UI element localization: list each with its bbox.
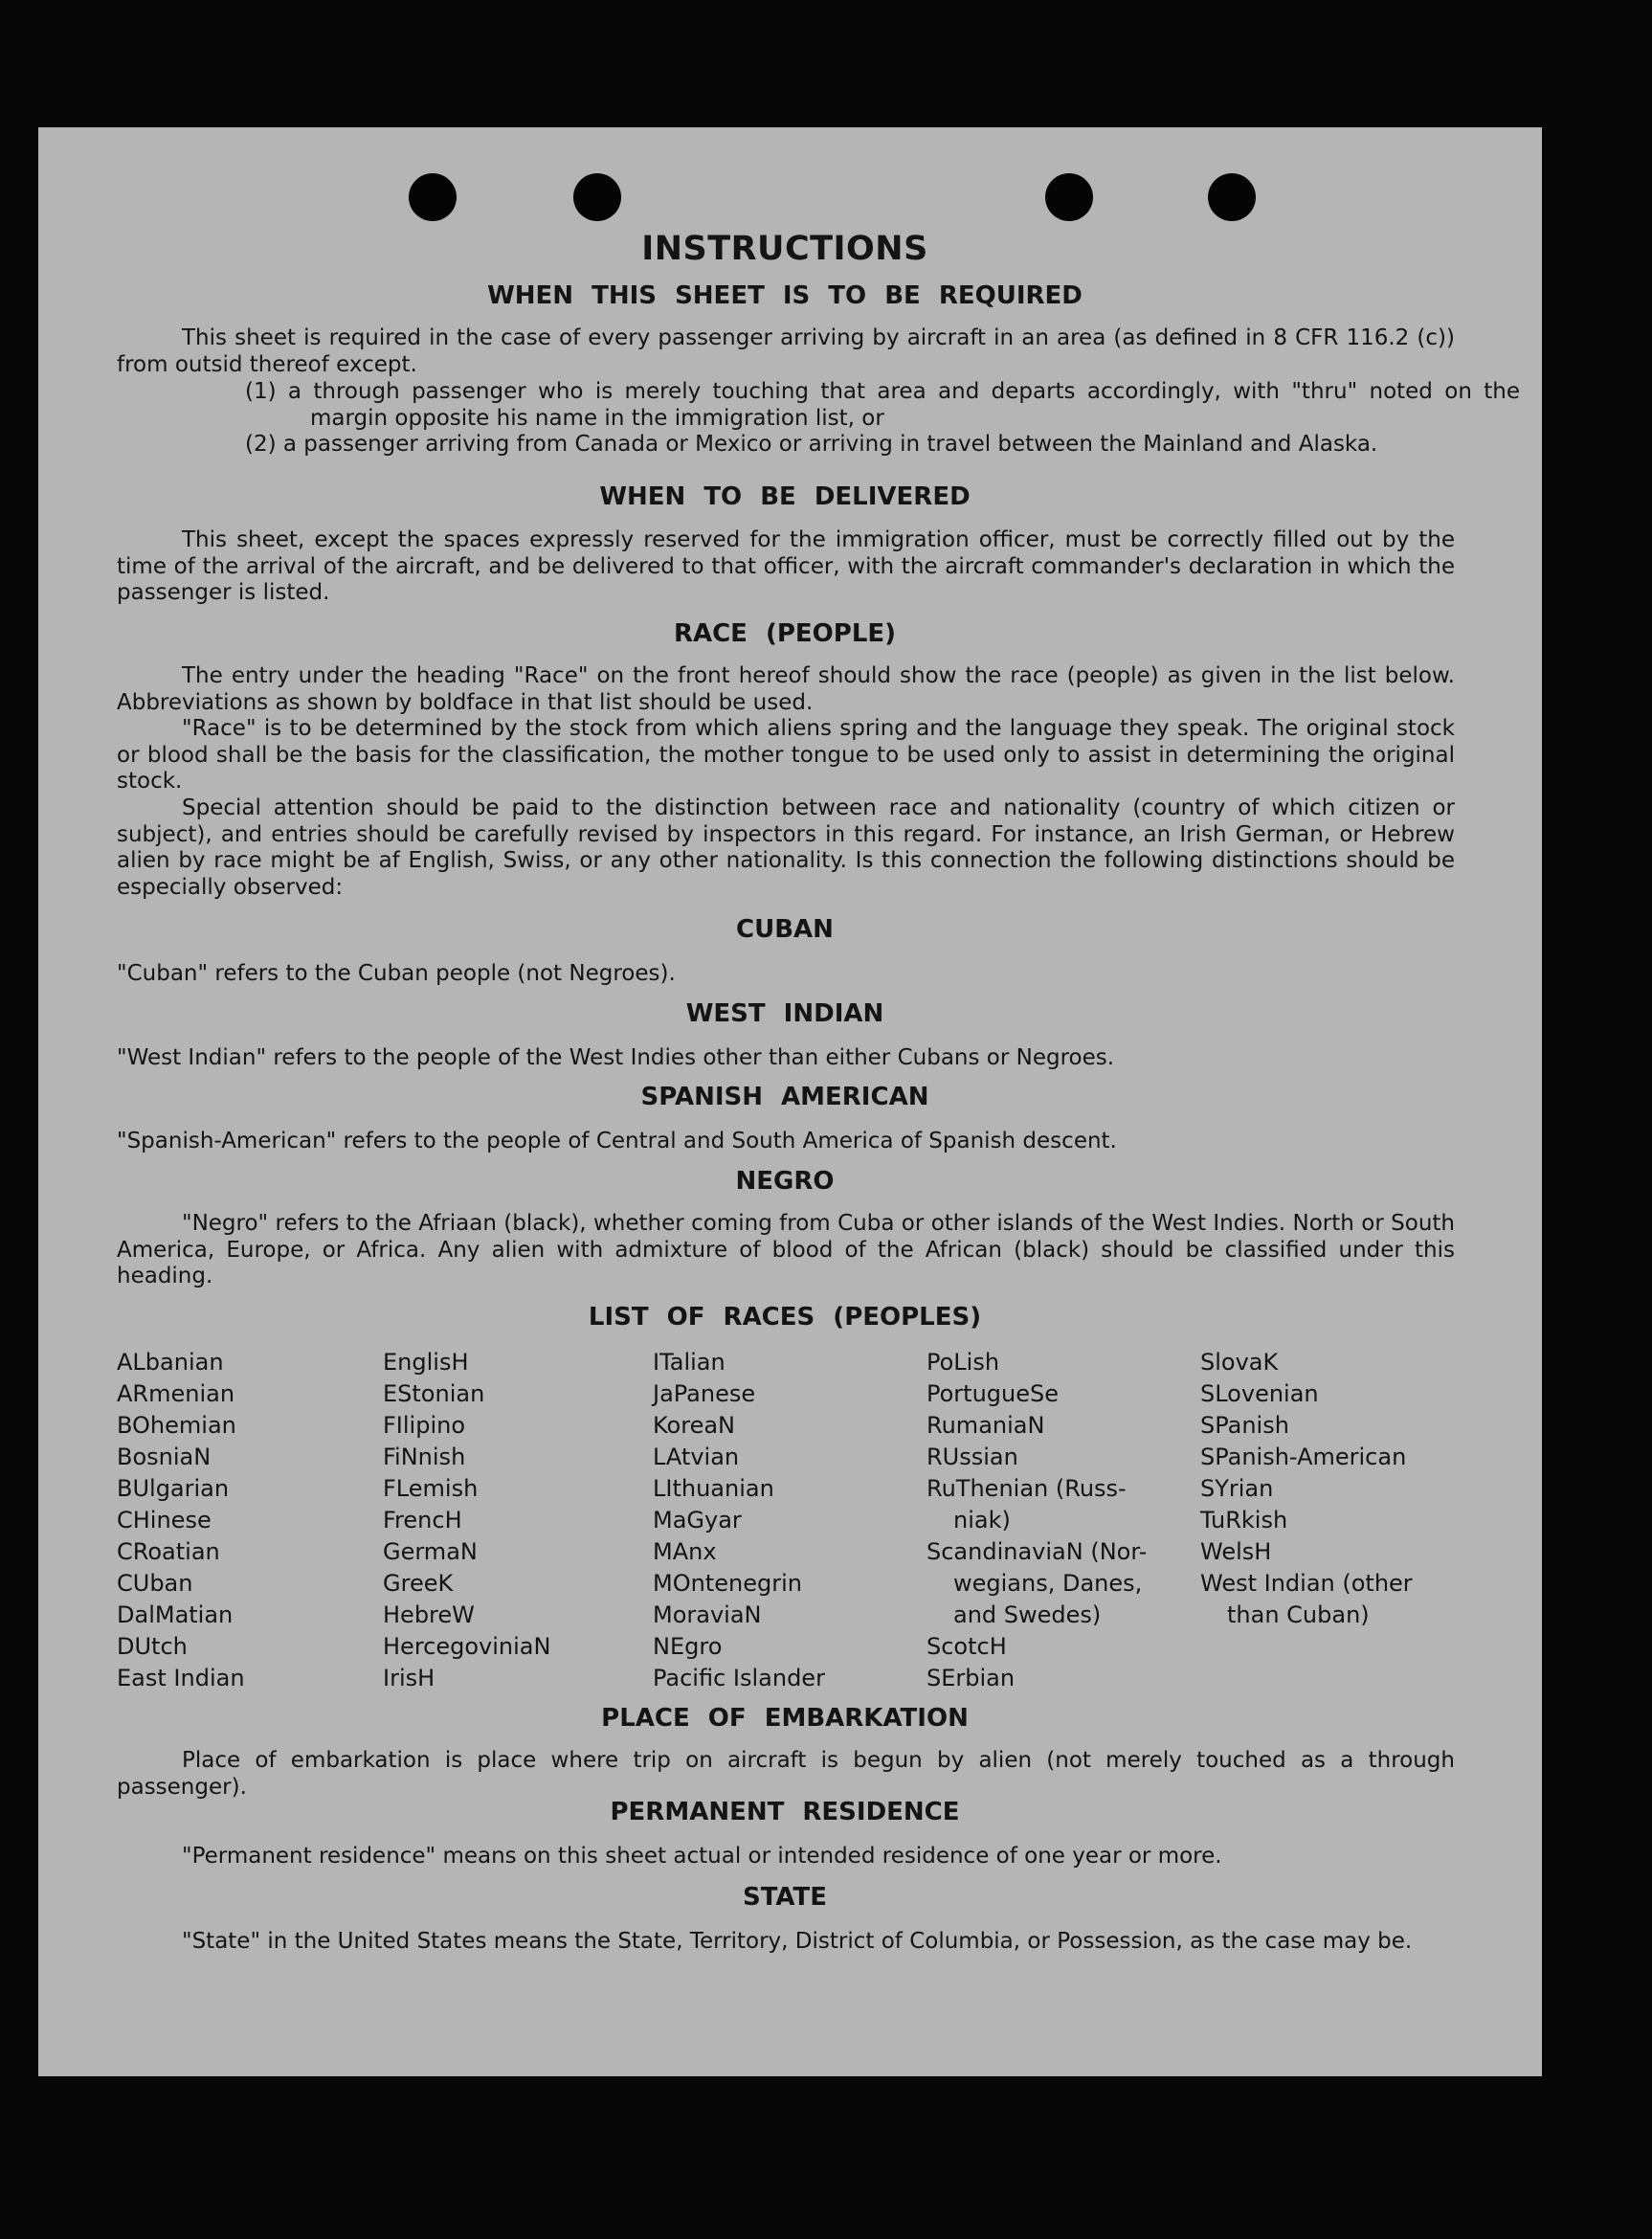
races-column-5: [1200, 1347, 1413, 1631]
race-item: ITalian: [653, 1349, 726, 1376]
race-item: FIlipino: [383, 1412, 466, 1439]
heading-west-indian: WEST INDIAN: [685, 999, 884, 1028]
exception-item-1: (1) a through passenger who is merely touching that area and departs accordingly, with "thru" noted on the margin opposite his name in the immigration list, or: [245, 379, 1520, 431]
paragraph-embarkation: Place of embarkation is place where trip on aircraft is begun by alien (not merely touched as a through passenger).: [117, 1748, 1455, 1800]
race-item: EnglisH: [383, 1349, 469, 1376]
races-column-4: [926, 1347, 1147, 1694]
race-item: DalMatian: [117, 1601, 234, 1628]
race-item: FLemish: [383, 1475, 479, 1502]
paragraph-residence: "Permanent residence" means on this sheet actual or intended residence of one year or more.: [182, 1844, 1222, 1869]
race-item: FrencH: [383, 1507, 462, 1534]
race-item: ScotcH: [926, 1633, 1007, 1660]
race-item: FiNnish: [383, 1444, 466, 1470]
race-item: MaGyar: [653, 1507, 742, 1534]
race-item: BosniaN: [117, 1444, 212, 1470]
heading-permanent-residence: PERMANENT RESIDENCE: [610, 1798, 960, 1826]
race-item: BUlgarian: [117, 1475, 230, 1502]
race-item: HebreW: [383, 1601, 475, 1628]
race-item: MoraviaN: [653, 1601, 762, 1628]
text-spanish-american: "Spanish-American" refers to the people of Central and South America of Spanish descent.: [117, 1129, 1117, 1153]
paragraph-delivery: This sheet, except the spaces expressly reserved for the immigration officer, must be correctly filled out by the time of the arrival of the aircraft, and be delivered to that officer, with the aircraft commander's declaration in which the passenger is listed.: [117, 527, 1455, 605]
race-item: RUssian: [926, 1444, 1018, 1470]
punch-hole-2: [573, 173, 621, 221]
race-item-continuation: wegians, Danes,: [953, 1570, 1143, 1597]
race-item: ARmenian: [117, 1380, 235, 1407]
race-item: JaPanese: [653, 1380, 756, 1407]
races-column-3: [653, 1347, 825, 1694]
race-item: SYrian: [1200, 1475, 1274, 1502]
race-item: PortugueSe: [926, 1380, 1059, 1407]
race-item: EStonian: [383, 1380, 485, 1407]
paragraph-race-1: The entry under the heading "Race" on the front hereof should show the race (people) as given in the list below. Abbreviations as shown by boldface in that list should be used.: [117, 663, 1455, 715]
punch-hole-3: [1045, 173, 1093, 221]
heading-state: STATE: [742, 1883, 828, 1912]
race-item: ALbanian: [117, 1349, 224, 1376]
race-item: SPanish: [1200, 1412, 1289, 1439]
heading-when-required: WHEN THIS SHEET IS TO BE REQUIRED: [487, 281, 1083, 310]
race-item: SlovaK: [1200, 1349, 1279, 1376]
text-west-indian: "West Indian" refers to the people of the West Indies other than either Cubans or Negroes.: [117, 1045, 1115, 1070]
heading-when-delivered: WHEN TO BE DELIVERED: [599, 482, 971, 511]
race-item: ScandinaviaN (Nor-: [926, 1538, 1148, 1565]
race-item: CRoatian: [117, 1538, 220, 1565]
races-column-2: [383, 1347, 550, 1694]
paragraph-state: "State" in the United States means the State, Territory, District of Columbia, or Possession, as the case may be.: [182, 1929, 1413, 1954]
heading-spanish-american: SPANISH AMERICAN: [640, 1083, 929, 1111]
race-item: NEgro: [653, 1633, 723, 1660]
race-item: LIthuanian: [653, 1475, 774, 1502]
race-item: GermaN: [383, 1538, 478, 1565]
page-title: INSTRUCTIONS: [641, 230, 928, 268]
text-cuban: "Cuban" refers to the Cuban people (not Negroes).: [117, 961, 676, 986]
heading-race-people: RACE (PEOPLE): [673, 619, 897, 648]
heading-place-of-embarkation: PLACE OF EMBARKATION: [601, 1704, 969, 1733]
race-item: SPanish-American: [1200, 1444, 1407, 1470]
paragraph-required-intro: This sheet is required in the case of every passenger arriving by aircraft in an area (as defined in 8 CFR 116.2 (c)) from outsid thereof except.: [117, 325, 1455, 377]
race-item: MAnx: [653, 1538, 717, 1565]
race-item: RuThenian (Russ-: [926, 1475, 1127, 1502]
exception-item-2: (2) a passenger arriving from Canada or Mexico or arriving in travel between the Mainland and Alaska.: [245, 432, 1378, 457]
race-item: East Indian: [117, 1665, 245, 1691]
race-item-continuation: niak): [953, 1507, 1011, 1534]
punch-hole-4: [1208, 173, 1256, 221]
heading-list-of-races: LIST OF RACES (PEOPLES): [588, 1303, 982, 1332]
race-item: RumaniaN: [926, 1412, 1045, 1439]
heading-cuban: CUBAN: [736, 915, 834, 944]
paragraph-race-3: Special attention should be paid to the distinction between race and nationality (country of which citizen or subject), and entries should be carefully revised by inspectors in this regard. For instance, an Irish German, or Hebrew alien by race might be af English, Swiss, or any other nationality. Is this connection the following distinctions should be especially observed:: [117, 795, 1455, 900]
race-item-continuation: and Swedes): [953, 1601, 1102, 1628]
punch-hole-1: [409, 173, 457, 221]
race-item: CUban: [117, 1570, 193, 1597]
race-item: Pacific Islander: [653, 1665, 825, 1691]
race-item: SErbian: [926, 1665, 1016, 1691]
race-item: HercegoviniaN: [383, 1633, 551, 1660]
race-item: WelsH: [1200, 1538, 1272, 1565]
race-item: SLovenian: [1200, 1380, 1319, 1407]
race-item: LAtvian: [653, 1444, 740, 1470]
race-item: CHinese: [117, 1507, 212, 1534]
races-column-1: [117, 1347, 245, 1694]
heading-negro: NEGRO: [735, 1167, 835, 1196]
race-item: KoreaN: [653, 1412, 735, 1439]
race-item: IrisH: [383, 1665, 435, 1691]
race-item: DUtch: [117, 1633, 188, 1660]
race-item-continuation: than Cuban): [1227, 1601, 1370, 1628]
race-item: BOhemian: [117, 1412, 236, 1439]
race-item: GreeK: [383, 1570, 454, 1597]
paragraph-negro: "Negro" refers to the Afriaan (black), whether coming from Cuba or other islands of the West Indies. North or South America, Europe, or Africa. Any alien with admixture of blood of the African (black) should be classified under this heading.: [117, 1211, 1455, 1288]
paragraph-race-2: "Race" is to be determined by the stock from which aliens spring and the language they speak. The original stock or blood shall be the basis for the classification, the mother tongue to be used only to assist in determining the original stock.: [117, 716, 1455, 794]
race-item: PoLish: [926, 1349, 1000, 1376]
race-item: TuRkish: [1200, 1507, 1288, 1534]
race-item: MOntenegrin: [653, 1570, 802, 1597]
race-item: West Indian (other: [1200, 1570, 1413, 1597]
